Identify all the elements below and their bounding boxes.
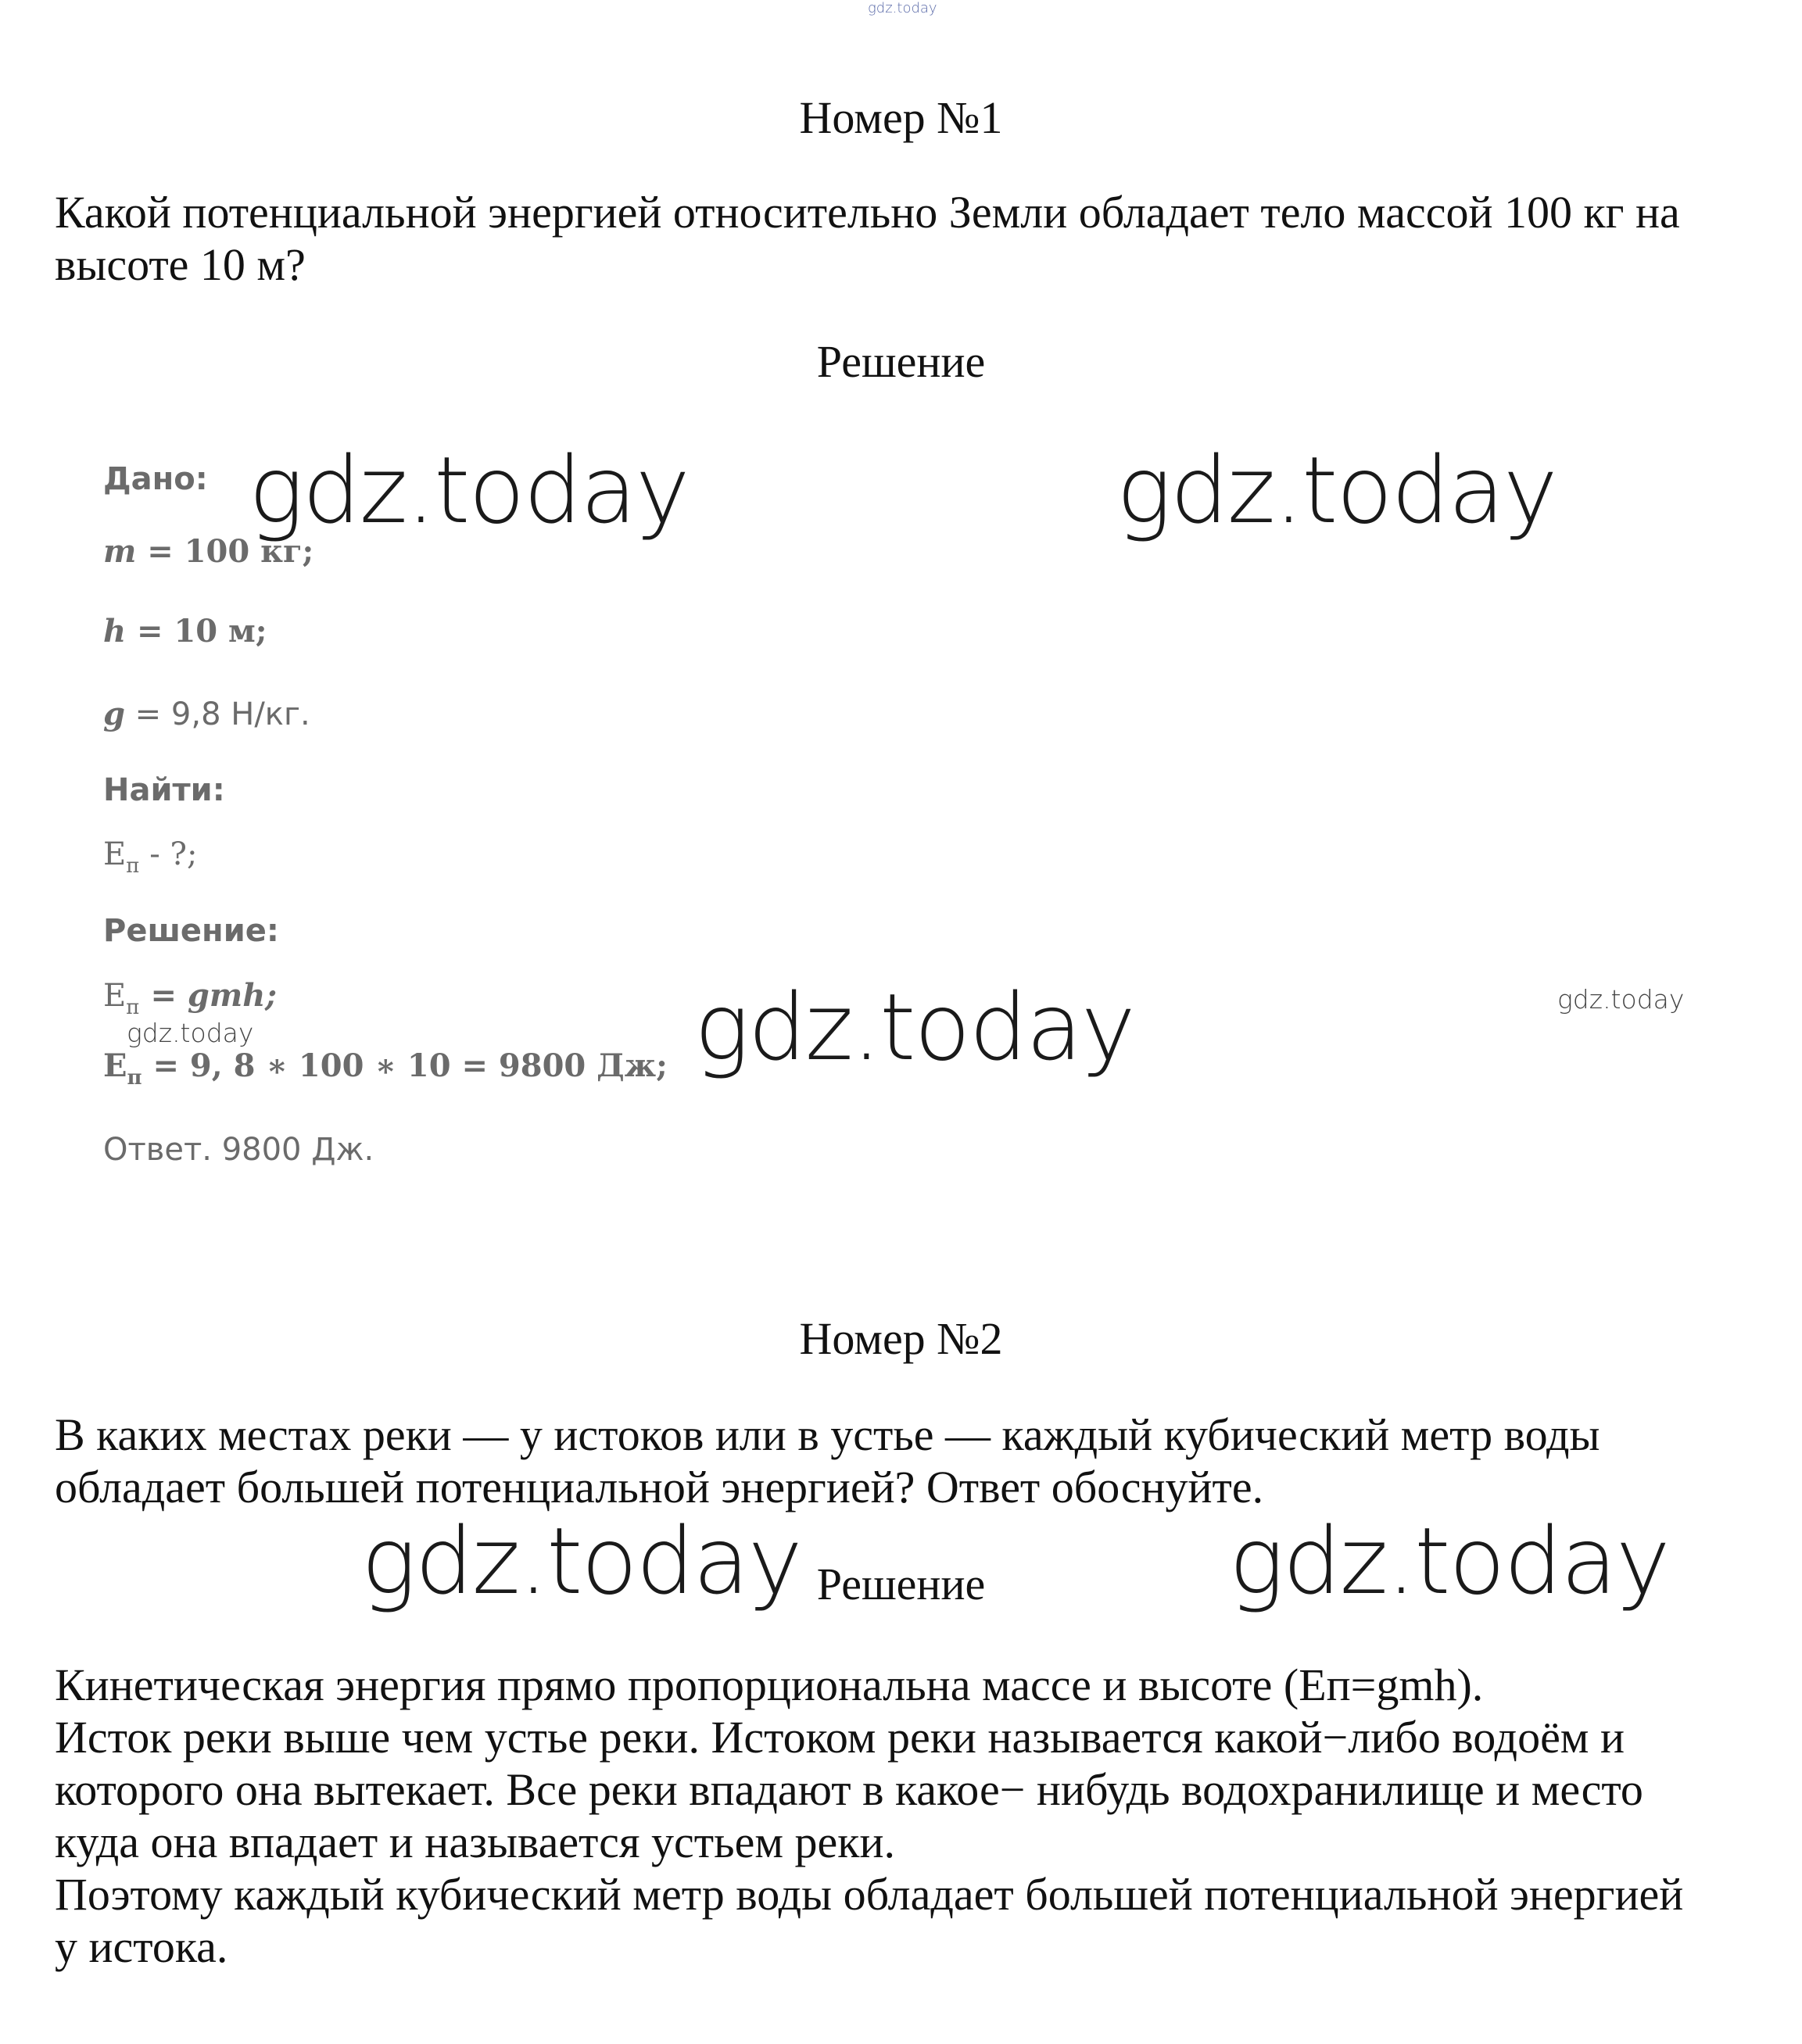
energy-symbol: E — [103, 978, 127, 1014]
solve-label: Решение: — [103, 913, 279, 949]
watermark-top: gdz.today — [868, 0, 937, 16]
calculation — [103, 1047, 668, 1090]
given-h — [103, 613, 267, 650]
given-g — [103, 696, 310, 732]
answer-line: Исток реки выше чем устье реки. Истоком реки называется какой−либо водоём и — [55, 1712, 1625, 1763]
watermark: gdz.today — [1116, 436, 1557, 544]
formula — [103, 977, 277, 1019]
watermark-small: gdz.today — [1557, 984, 1685, 1015]
given-h-value: = 10 м; — [126, 613, 267, 650]
task2-solution-heading: Решение — [816, 1559, 986, 1609]
task1-heading: Номер №1 — [799, 92, 1003, 143]
var-g: g — [103, 696, 125, 732]
energy-subscript: п — [127, 1066, 142, 1090]
formula-rest: = gmh; — [139, 977, 278, 1014]
answer-line: куда она впадает и называется устьем реки. — [55, 1817, 895, 1867]
task1-solution-heading: Решение — [816, 336, 986, 387]
answer-line: Поэтому каждый кубический метр воды обладает большей потенциальной энергией — [55, 1869, 1684, 1920]
energy-subscript: п — [126, 996, 140, 1019]
find-label: Найти: — [103, 772, 225, 808]
task1-question: Какой потенциальной энергией относительно Земли обладает тело массой 100 кг на высоте 10 м? — [55, 187, 1680, 290]
watermark: gdz.today — [361, 1507, 801, 1615]
var-m: m — [103, 533, 137, 570]
watermark: gdz.today — [694, 973, 1134, 1081]
var-h: h — [103, 613, 127, 650]
watermark-small: gdz.today — [127, 1018, 254, 1048]
given-label: Дано: — [103, 461, 208, 497]
answer-line: которого она вытекает. Все реки впадают в какое− нибудь водохранилище и место — [55, 1764, 1643, 1815]
energy-symbol: E — [103, 1047, 127, 1084]
answer-line: Кинетическая энергия прямо пропорциональна массе и высоте (Еп=gmh). — [55, 1659, 1484, 1710]
answer: Ответ. 9800 Дж. — [103, 1132, 374, 1168]
energy-symbol: E — [103, 836, 127, 872]
task2-heading: Номер №2 — [799, 1313, 1003, 1364]
task2-answer — [55, 1659, 1759, 1973]
find-energy — [103, 836, 197, 878]
calc-rest: = 9, 8 ∗ 100 ∗ 10 = 9800 Дж; — [142, 1047, 668, 1084]
energy-subscript: п — [126, 854, 140, 878]
watermark: gdz.today — [1229, 1507, 1669, 1615]
watermark: gdz.today — [249, 436, 689, 544]
task2-question: В каких местах реки — у истоков или в устье — каждый кубический метр воды обладает большей потенциальной энергией? Ответ обоснуйте. — [55, 1409, 1600, 1512]
given-g-value: = 9,8 Н/кг. — [124, 696, 310, 732]
find-rest: - ?; — [139, 836, 198, 872]
answer-line: у истока. — [55, 1921, 228, 1972]
given-m-value: = 100 кг; — [136, 533, 314, 570]
